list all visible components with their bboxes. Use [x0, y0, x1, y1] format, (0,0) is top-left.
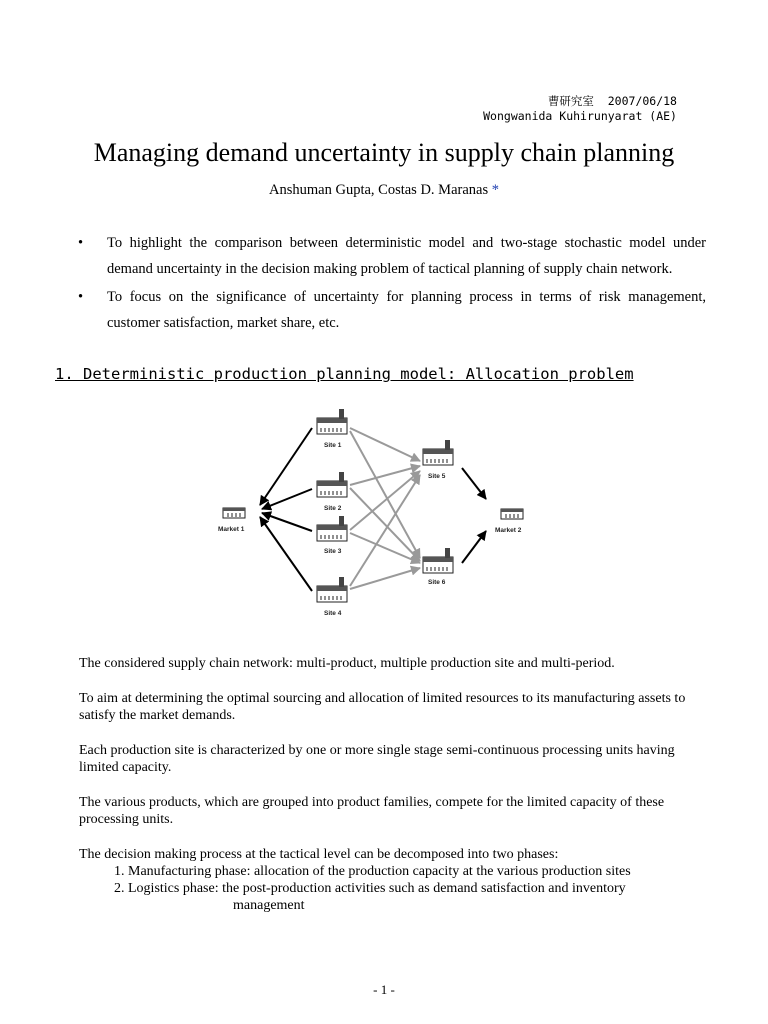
- header-lab-date: [548, 93, 677, 109]
- list-item: [78, 230, 706, 282]
- author-names: Anshuman Gupta, Costas D. Maranas: [269, 182, 489, 198]
- objectives-list: [78, 230, 706, 338]
- bullet-text: To focus on the significance of uncertainty for planning process in terms of risk management, customer satisfaction, market share, etc.: [107, 289, 706, 331]
- site-3-factory-icon: [317, 516, 347, 541]
- paragraph-network: The considered supply chain network: multi-product, multiple production site and multi-period.: [79, 656, 615, 671]
- page-title: Managing demand uncertainty in supply chain planning: [93, 138, 675, 167]
- author-footnote-star[interactable]: *: [491, 182, 499, 198]
- document-date: 2007/06/18: [607, 94, 677, 108]
- site-3-label: Site 3: [324, 548, 342, 555]
- phase-item-logistics-continued: management: [233, 898, 305, 913]
- supply-chain-network-diagram: [210, 393, 540, 629]
- site-4-label: Site 4: [324, 610, 342, 617]
- header-author: Wongwanida Kuhirunyarat (AE): [483, 109, 677, 123]
- paragraph-production-site: Each production site is characterized by one or more single stage semi-continuous processing units having limited capacity.: [79, 743, 675, 775]
- lab-name: 曹研究室: [547, 94, 594, 108]
- site-4-factory-icon: [317, 577, 347, 602]
- site-5-factory-icon: [423, 440, 453, 465]
- gray-flow-arrows: [350, 428, 420, 589]
- list-item: [78, 284, 706, 336]
- phase-item-manufacturing: 1. Manufacturing phase: allocation of the production capacity at the various production sites: [114, 864, 631, 879]
- market-1-store-icon: [223, 508, 245, 518]
- authors-line: [0, 182, 768, 199]
- site-2-factory-icon: [317, 472, 347, 497]
- bullet-text: To highlight the comparison between deterministic model and two-stage stochastic model under demand uncertainty in the decision making problem of tactical planning of supply chain network.: [107, 235, 706, 277]
- bullet-icon: •: [78, 235, 84, 251]
- page-number: - 1 -: [373, 982, 395, 997]
- site-6-factory-icon: [423, 548, 453, 573]
- site-1-factory-icon: [317, 409, 347, 434]
- paragraph-decision: The decision making process at the tactical level can be decomposed into two phases:: [79, 847, 559, 862]
- market-2-store-icon: [501, 509, 523, 519]
- paragraph-aim: To aim at determining the optimal sourcing and allocation of limited resources to its manufacturing assets to satisfy the market demands.: [79, 691, 686, 723]
- site-6-label: Site 6: [428, 579, 446, 586]
- market-1-label: Market 1: [218, 526, 245, 533]
- paragraph-products: The various products, which are grouped into product families, compete for the limited capacity of these processing units.: [79, 795, 665, 827]
- site-1-label: Site 1: [324, 442, 342, 449]
- section-heading: 1. Deterministic production planning model: Allocation problem: [55, 365, 634, 383]
- phase-item-logistics: 2. Logistics phase: the post-production activities such as demand satisfaction and inventory: [114, 881, 626, 896]
- site-2-label: Site 2: [324, 505, 342, 512]
- site-5-label: Site 5: [428, 473, 446, 480]
- market-2-label: Market 2: [495, 527, 522, 534]
- bullet-icon: •: [78, 289, 84, 305]
